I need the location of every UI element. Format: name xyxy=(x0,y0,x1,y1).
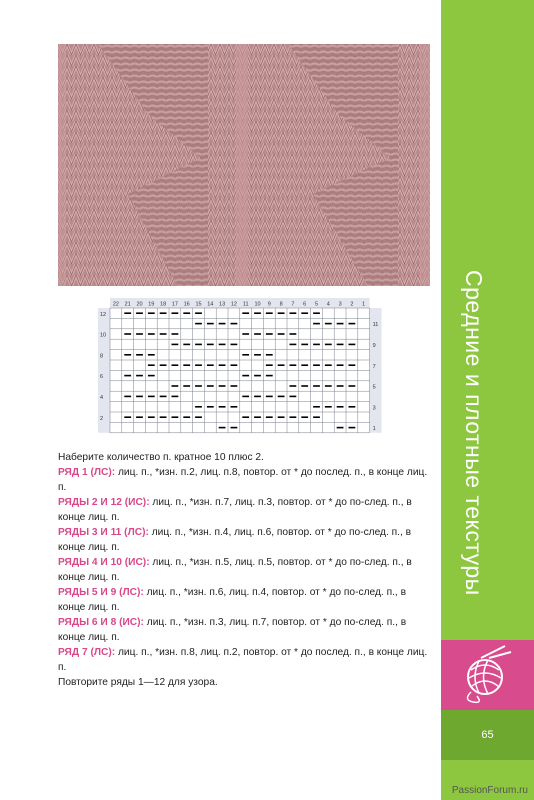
yarn-ball-icon xyxy=(441,640,534,710)
row-title: РЯДЫ 6 И 8 (ИС): xyxy=(58,617,144,628)
chart-column-number: 16 xyxy=(183,301,190,308)
section-title-text: Средние и плотные текстуры xyxy=(461,270,487,596)
knitted-swatch-photo xyxy=(58,44,430,286)
chart-row-number: 1 xyxy=(372,426,376,433)
row-instruction-6 xyxy=(58,615,428,645)
row-title: РЯДЫ 2 И 12 (ИС): xyxy=(58,497,150,508)
chart-column-number: 11 xyxy=(242,301,249,308)
chart-column-number: 19 xyxy=(148,301,155,308)
cast-on-text: Наберите количество п. кратное 10 плюс 2. xyxy=(58,452,264,463)
row-title: РЯДЫ 5 И 9 (ЛС): xyxy=(58,587,144,598)
chart-column-number: 1 xyxy=(362,301,366,308)
chart-row-number: 6 xyxy=(100,374,104,381)
chart-column-number: 20 xyxy=(136,301,143,308)
chart-row-number: 11 xyxy=(372,322,379,329)
chart-column-number: 17 xyxy=(171,301,178,308)
row-text: лиц. п., *изн. п.3, лиц. п.7, повтор. от * до по-след. п., в конце лиц. п. xyxy=(58,617,407,643)
row-text: лиц. п., *изн. п.6, лиц. п.4, повтор. от * до по-след. п., в конце лиц. п. xyxy=(58,587,406,613)
chart-column-number: 14 xyxy=(207,301,214,308)
chart-column-number: 5 xyxy=(314,301,319,308)
knitting-chart xyxy=(98,298,390,440)
yarn-ball-badge xyxy=(441,640,534,710)
row-instruction-2 xyxy=(58,495,428,525)
row-instruction-4 xyxy=(58,555,428,585)
chart-column-number: 8 xyxy=(279,301,283,308)
chart-column-number: 6 xyxy=(303,301,307,308)
chart-left-band xyxy=(98,308,110,433)
chart-row-number: 3 xyxy=(372,405,376,412)
row-text: лиц. п., *изн. п.8, лиц. п.2, повтор. от * до послед. п., в конце лиц. п. xyxy=(58,647,428,673)
row-instruction-7 xyxy=(58,645,428,675)
chart-row-number: 12 xyxy=(100,311,107,318)
chart-row-number: 4 xyxy=(100,395,104,401)
row-title: РЯД 1 (ЛС): xyxy=(58,467,116,478)
chart-column-number: 22 xyxy=(112,301,119,308)
repeat-instruction: Повторите ряды 1—12 для узора. xyxy=(58,677,218,688)
chart-row-number: 10 xyxy=(100,332,107,339)
watermark-text: PassionForum.ru xyxy=(451,785,528,796)
chart-column-number: 7 xyxy=(291,301,295,308)
row-title: РЯД 7 (ЛС): xyxy=(58,647,116,658)
chart-column-number: 10 xyxy=(254,301,261,308)
chart-row-number: 2 xyxy=(100,415,104,422)
row-title: РЯДЫ 3 И 11 (ЛС): xyxy=(58,527,149,538)
chart-column-number: 3 xyxy=(338,301,342,308)
chart-column-number: 21 xyxy=(124,301,131,308)
chart-column-number: 12 xyxy=(230,301,237,308)
row-text: лиц. п., *изн. п.7, лиц. п.3, повтор. от * до по-след. п., в конце лиц. п. xyxy=(58,497,412,523)
row-text: лиц. п., *изн. п.4, лиц. п.6, повтор. от * до по-след. п., в конце лиц. п. xyxy=(58,527,412,553)
chart-column-number: 15 xyxy=(195,301,202,308)
row-title: РЯДЫ 4 И 10 (ИС): xyxy=(58,557,150,568)
row-instruction-5 xyxy=(58,585,428,615)
chart-row-number: 7 xyxy=(372,363,376,370)
chart-column-number: 18 xyxy=(160,301,167,308)
row-text: лиц. п., *изн. п.2, лиц. п.8, повтор. от * до послед. п., в конце лиц. п. xyxy=(58,467,428,493)
chart-column-number: 4 xyxy=(326,301,330,308)
chart-column-number: 13 xyxy=(219,301,226,308)
chart-column-number: 2 xyxy=(350,301,354,308)
pattern-instructions xyxy=(58,450,428,690)
row-text: лиц. п., *изн. п.5, лиц. п.5, повтор. от * до по-след. п., в конце лиц. п. xyxy=(58,557,412,583)
row-instruction-3 xyxy=(58,525,428,555)
row-instruction-1 xyxy=(58,465,428,495)
chart-column-number: 9 xyxy=(267,301,271,308)
section-title xyxy=(441,0,534,630)
chart-row-number: 8 xyxy=(100,353,104,360)
chart-row-number: 5 xyxy=(372,384,376,391)
page-number: 65 xyxy=(441,710,534,760)
chart-row-number: 9 xyxy=(372,343,376,349)
